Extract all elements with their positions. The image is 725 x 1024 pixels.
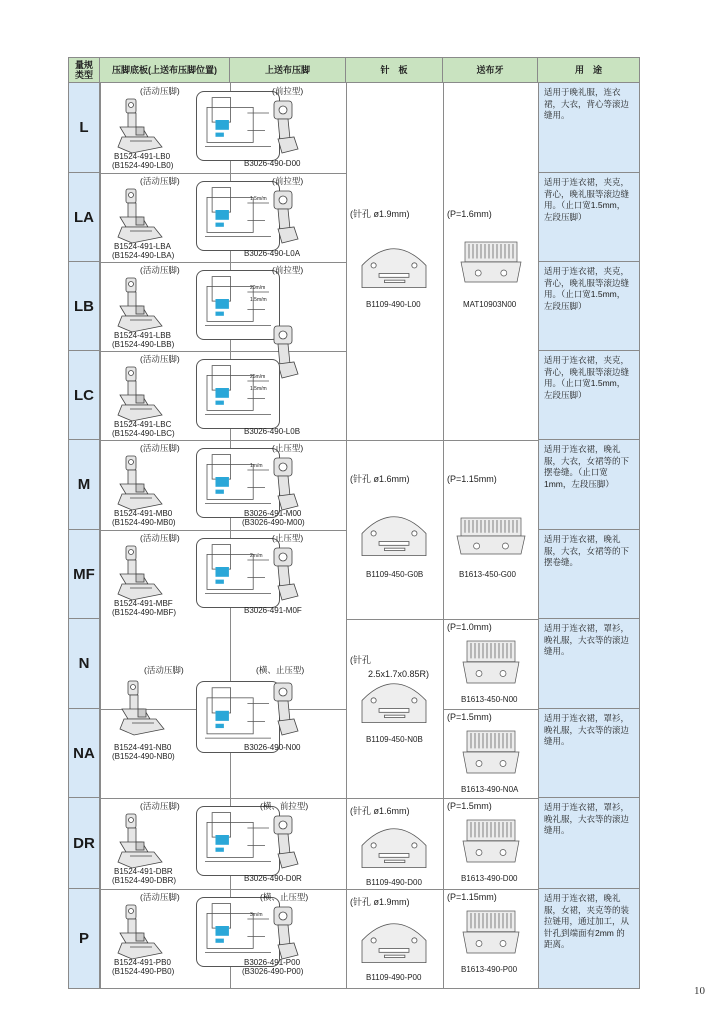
foot-note-dr: (活动压脚) [140,801,180,811]
usage-cell-m: 适用于连衣裙，晚礼服，大衣，女裙等的下摆卷缝。（止口宽1mm，左段压脚） [538,440,640,530]
needle-code-g5: B1109-490-P00 [366,973,422,982]
row-line-plate-9 [346,889,443,890]
presser-foot-lc [112,365,164,427]
type-cell-la: LA [68,173,100,262]
upper-note-n: (横、止压型) [256,665,305,675]
feed-code-p: B1613-490-P00 [461,965,518,974]
upper-code-m: B3026-491-M00 [244,509,302,518]
presser-foot-dr [112,812,164,874]
type-cell-lb: LB [68,262,100,351]
upper-code-dr: B3026-490-D0R [244,874,302,883]
header-type: 量规 类型 [68,57,100,83]
usage-cell-na: 适用于连衣裙，罩衫，晚礼服，大衣等的滚边缝用。 [538,709,640,798]
presser-foot-lb [112,276,164,338]
type-cell-n: N [68,619,100,709]
foot-diagram-dr-drawing [197,807,279,875]
needle-plate-g5 [360,919,428,967]
foot-diagram-lc-drawing [197,360,279,428]
row-line-foot-2 [100,262,346,263]
row-line-feed-7 [443,709,538,710]
dim-label-lb-1: 1.5m/m [250,297,267,303]
upper-note-m: (止压型) [272,443,304,453]
type-cell-m: M [68,440,100,530]
col-line-2 [346,83,347,989]
foot-code-l: B1524-491-LB0 [114,152,171,161]
type-cell-p: P [68,889,100,989]
feed-spec-dr: (P=1.5mm) [447,801,492,811]
row-line-foot-3 [100,351,346,352]
needle-plate-g2 [360,512,428,560]
header-upper-foot: 上送布压脚 [230,57,346,83]
foot-code-alt-la: (B1524-490-LBA) [112,251,175,260]
foot-code-m: B1524-491-MB0 [114,509,173,518]
foot-code-alt-p: (B1524-490-PB0) [112,967,175,976]
row-line-foot-5 [100,530,346,531]
header-usage: 用 途 [538,57,640,83]
needle-spec-g4: (针孔 ø1.6mm) [350,806,410,816]
upper-code-lc: B3026-490-L0B [244,427,301,436]
dim-label-lb-0: 20m/m [250,285,266,291]
foot-code-la: B1524-491-LBA [114,242,171,251]
foot-note-lb: (活动压脚) [140,265,180,275]
row-line-plate-8 [346,798,443,799]
parts-table [68,57,640,989]
upper-foot-p [268,905,302,961]
upper-code-la: B3026-490-L0A [244,249,301,258]
feed-code-na: B1613-490-N0A [461,785,519,794]
foot-diagram-m-drawing [197,449,279,517]
upper-note-la: (前拉型) [272,176,304,186]
feed-spec-g1: (P=1.6mm) [447,209,492,219]
feed-dog-na [461,729,521,775]
needle-plate-g4 [360,824,428,872]
feed-dog-n [461,639,521,685]
needle-spec2-g3: 2.5x1.7x0.85R) [368,669,430,679]
needle-spec-g1: (针孔 ø1.9mm) [350,209,410,219]
usage-cell-lb: 适用于连衣裙，夹克，背心，晚礼服等滚边缝用。（止口宽1.5mm，左段压脚） [538,262,640,351]
upper-code-mf: B3026-491-M0F [244,606,302,615]
feed-code-dr: B1613-490-D00 [461,874,518,883]
feed-code-g2: B1613-450-G00 [459,570,516,579]
foot-diagram-n-drawing [197,682,279,752]
col-line-0 [100,83,101,989]
dim-label-la-0: 1.5m/m [250,196,267,202]
presser-foot-mf [112,544,164,606]
page-number: 10 [694,985,705,997]
upper-note-lb: (前拉型) [272,265,304,275]
foot-note-la: (活动压脚) [140,176,180,186]
type-cell-l: L [68,83,100,173]
presser-foot-la [112,187,164,249]
type-cell-mf: MF [68,530,100,619]
feed-spec-na: (P=1.5mm) [447,712,492,722]
col-line-4 [538,83,539,989]
feed-dog-dr [461,818,521,864]
usage-cell-n: 适用于连衣裙，罩衫，晚礼服，大衣等的滚边缝用。 [538,619,640,709]
header-foot-base: 压脚底板(上送布压脚位置) [100,57,230,83]
upper-note-l: (前拉型) [272,86,304,96]
feed-spec-g2: (P=1.15mm) [447,474,497,484]
foot-diagram-mf-drawing [197,539,279,607]
foot-note-m: (活动压脚) [140,443,180,453]
feed-spec-p: (P=1.15mm) [447,892,497,902]
usage-cell-l: 适用于晚礼服，连衣裙，大衣，背心等滚边缝用。 [538,83,640,173]
foot-note-n: (活动压脚) [144,665,184,675]
usage-cell-dr: 适用于连衣裙，罩衫，晚礼服，大衣等的滚边缝用。 [538,798,640,889]
upper-code-alt-m: (B3026-490-M00) [242,518,305,527]
upper-note-dr: (横、前拉型) [260,801,309,811]
upper-foot-n [268,681,302,737]
upper-code-l: B3026-490-D00 [244,159,301,168]
presser-foot-p [112,903,164,965]
upper-note-p: (横、止压型) [260,892,309,902]
row-line-feed-6 [443,619,538,620]
upper-foot-la [268,189,302,245]
type-cell-dr: DR [68,798,100,889]
upper-code-alt-p: (B3026-490-P00) [242,967,304,976]
foot-code-alt-m: (B1524-490-MB0) [112,518,176,527]
needle-plate-g3 [360,679,428,727]
needle-plate-g1 [360,244,428,292]
upper-foot-mf [268,546,302,602]
row-line-foot-1 [100,173,346,174]
foot-code-mf: B1524-491-MBF [114,599,173,608]
dim-label-lc-0: 25m/m [250,374,266,380]
row-line-foot-4 [100,440,346,441]
upper-note-mf: (止压型) [272,533,304,543]
dim-label-mf-0: 2m/m [250,553,263,559]
type-cell-na: NA [68,709,100,798]
foot-code-alt-l: (B1524-490-LB0) [112,161,174,170]
foot-code-p: B1524-491-PB0 [114,958,171,967]
foot-code-lb: B1524-491-LBB [114,331,171,340]
usage-cell-lc: 适用于连衣裙，夹克，背心，晚礼服等滚边缝用。（止口宽1.5mm，左段压脚） [538,351,640,440]
upper-code-n: B3026-490-N00 [244,743,301,752]
needle-code-g1: B1109-490-L00 [366,300,421,309]
needle-spec-g3: (针孔 [350,655,371,665]
row-line-feed-4 [443,440,538,441]
needle-code-g4: B1109-490-D00 [366,877,422,887]
row-line-feed-8 [443,798,538,799]
foot-code-alt-mf: (B1524-490-MBF) [112,608,177,617]
needle-spec-g5: (针孔 ø1.9mm) [350,897,410,907]
feed-code-g1: MAT10903N00 [463,300,517,309]
row-line-plate-4 [346,440,443,441]
feed-code-n: B1613-450-N00 [461,695,518,704]
foot-note-mf: (活动压脚) [140,533,180,543]
foot-note-l: (活动压脚) [140,86,180,96]
presser-foot-m [112,454,164,516]
foot-code-alt-lb: (B1524-490-LBB) [112,340,175,349]
foot-diagram-l-drawing [197,92,279,160]
foot-diagram-lb-drawing [197,271,279,339]
dim-label-p-0: 3m/m [250,912,263,918]
row-line-foot-8 [100,798,346,799]
feed-dog-p [461,909,521,955]
row-line-foot-9 [100,889,346,890]
feed-dog-g1 [459,240,523,284]
feed-spec-n: (P=1.0mm) [447,622,492,632]
foot-code-n: B1524-491-NB0 [114,743,172,752]
usage-cell-la: 适用于连衣裙，夹克，背心，晚礼服等滚边缝用。（止口宽1.5mm，左段压脚） [538,173,640,262]
row-line-plate-6 [346,619,443,620]
dim-label-lc-1: 1.5m/m [250,386,267,392]
usage-cell-p: 适用于连衣裙，晚礼服，女裙，夹克等的装拉链用，通过加工，从针孔到端面有2mm 的距离。 [538,889,640,989]
upper-foot-m [268,456,302,512]
type-cell-lc: LC [68,351,100,440]
dim-label-m-0: 1m/m [250,463,263,469]
feed-dog-g2 [455,516,527,556]
upper-code-p: B3026-491-P00 [244,958,301,967]
needle-code-g3: B1109-450-N0B [366,735,423,744]
presser-foot-l [112,97,164,159]
foot-note-lc: (活动压脚) [140,354,180,364]
foot-code-dr: B1524-491-DBR [114,867,173,876]
upper-foot-l [268,99,302,155]
foot-code-alt-dr: (B1524-490-DBR) [112,876,177,885]
usage-cell-mf: 适用于连衣裙，晚礼服，大衣，女裙等的下摆卷缝。 [538,530,640,619]
foot-note-p: (活动压脚) [140,892,180,902]
presser-foot-n [114,679,166,741]
needle-code-g2: B1109-450-G0B [366,570,424,579]
needle-spec-g2: (针孔 ø1.6mm) [350,474,410,484]
foot-diagram-p-drawing [197,898,279,966]
foot-code-alt-lc: (B1524-490-LBC) [112,429,175,438]
col-line-3 [443,83,444,989]
row-line-feed-9 [443,889,538,890]
header-needle-plate: 针 板 [346,57,443,83]
upper-foot-dr [268,814,302,870]
foot-diagram-la-drawing [197,182,279,250]
foot-diagram-lc [196,359,280,429]
foot-code-lc: B1524-491-LBC [114,420,172,429]
foot-code-alt-n: (B1524-490-NB0) [112,752,175,761]
header-feed-dog: 送布牙 [443,57,538,83]
